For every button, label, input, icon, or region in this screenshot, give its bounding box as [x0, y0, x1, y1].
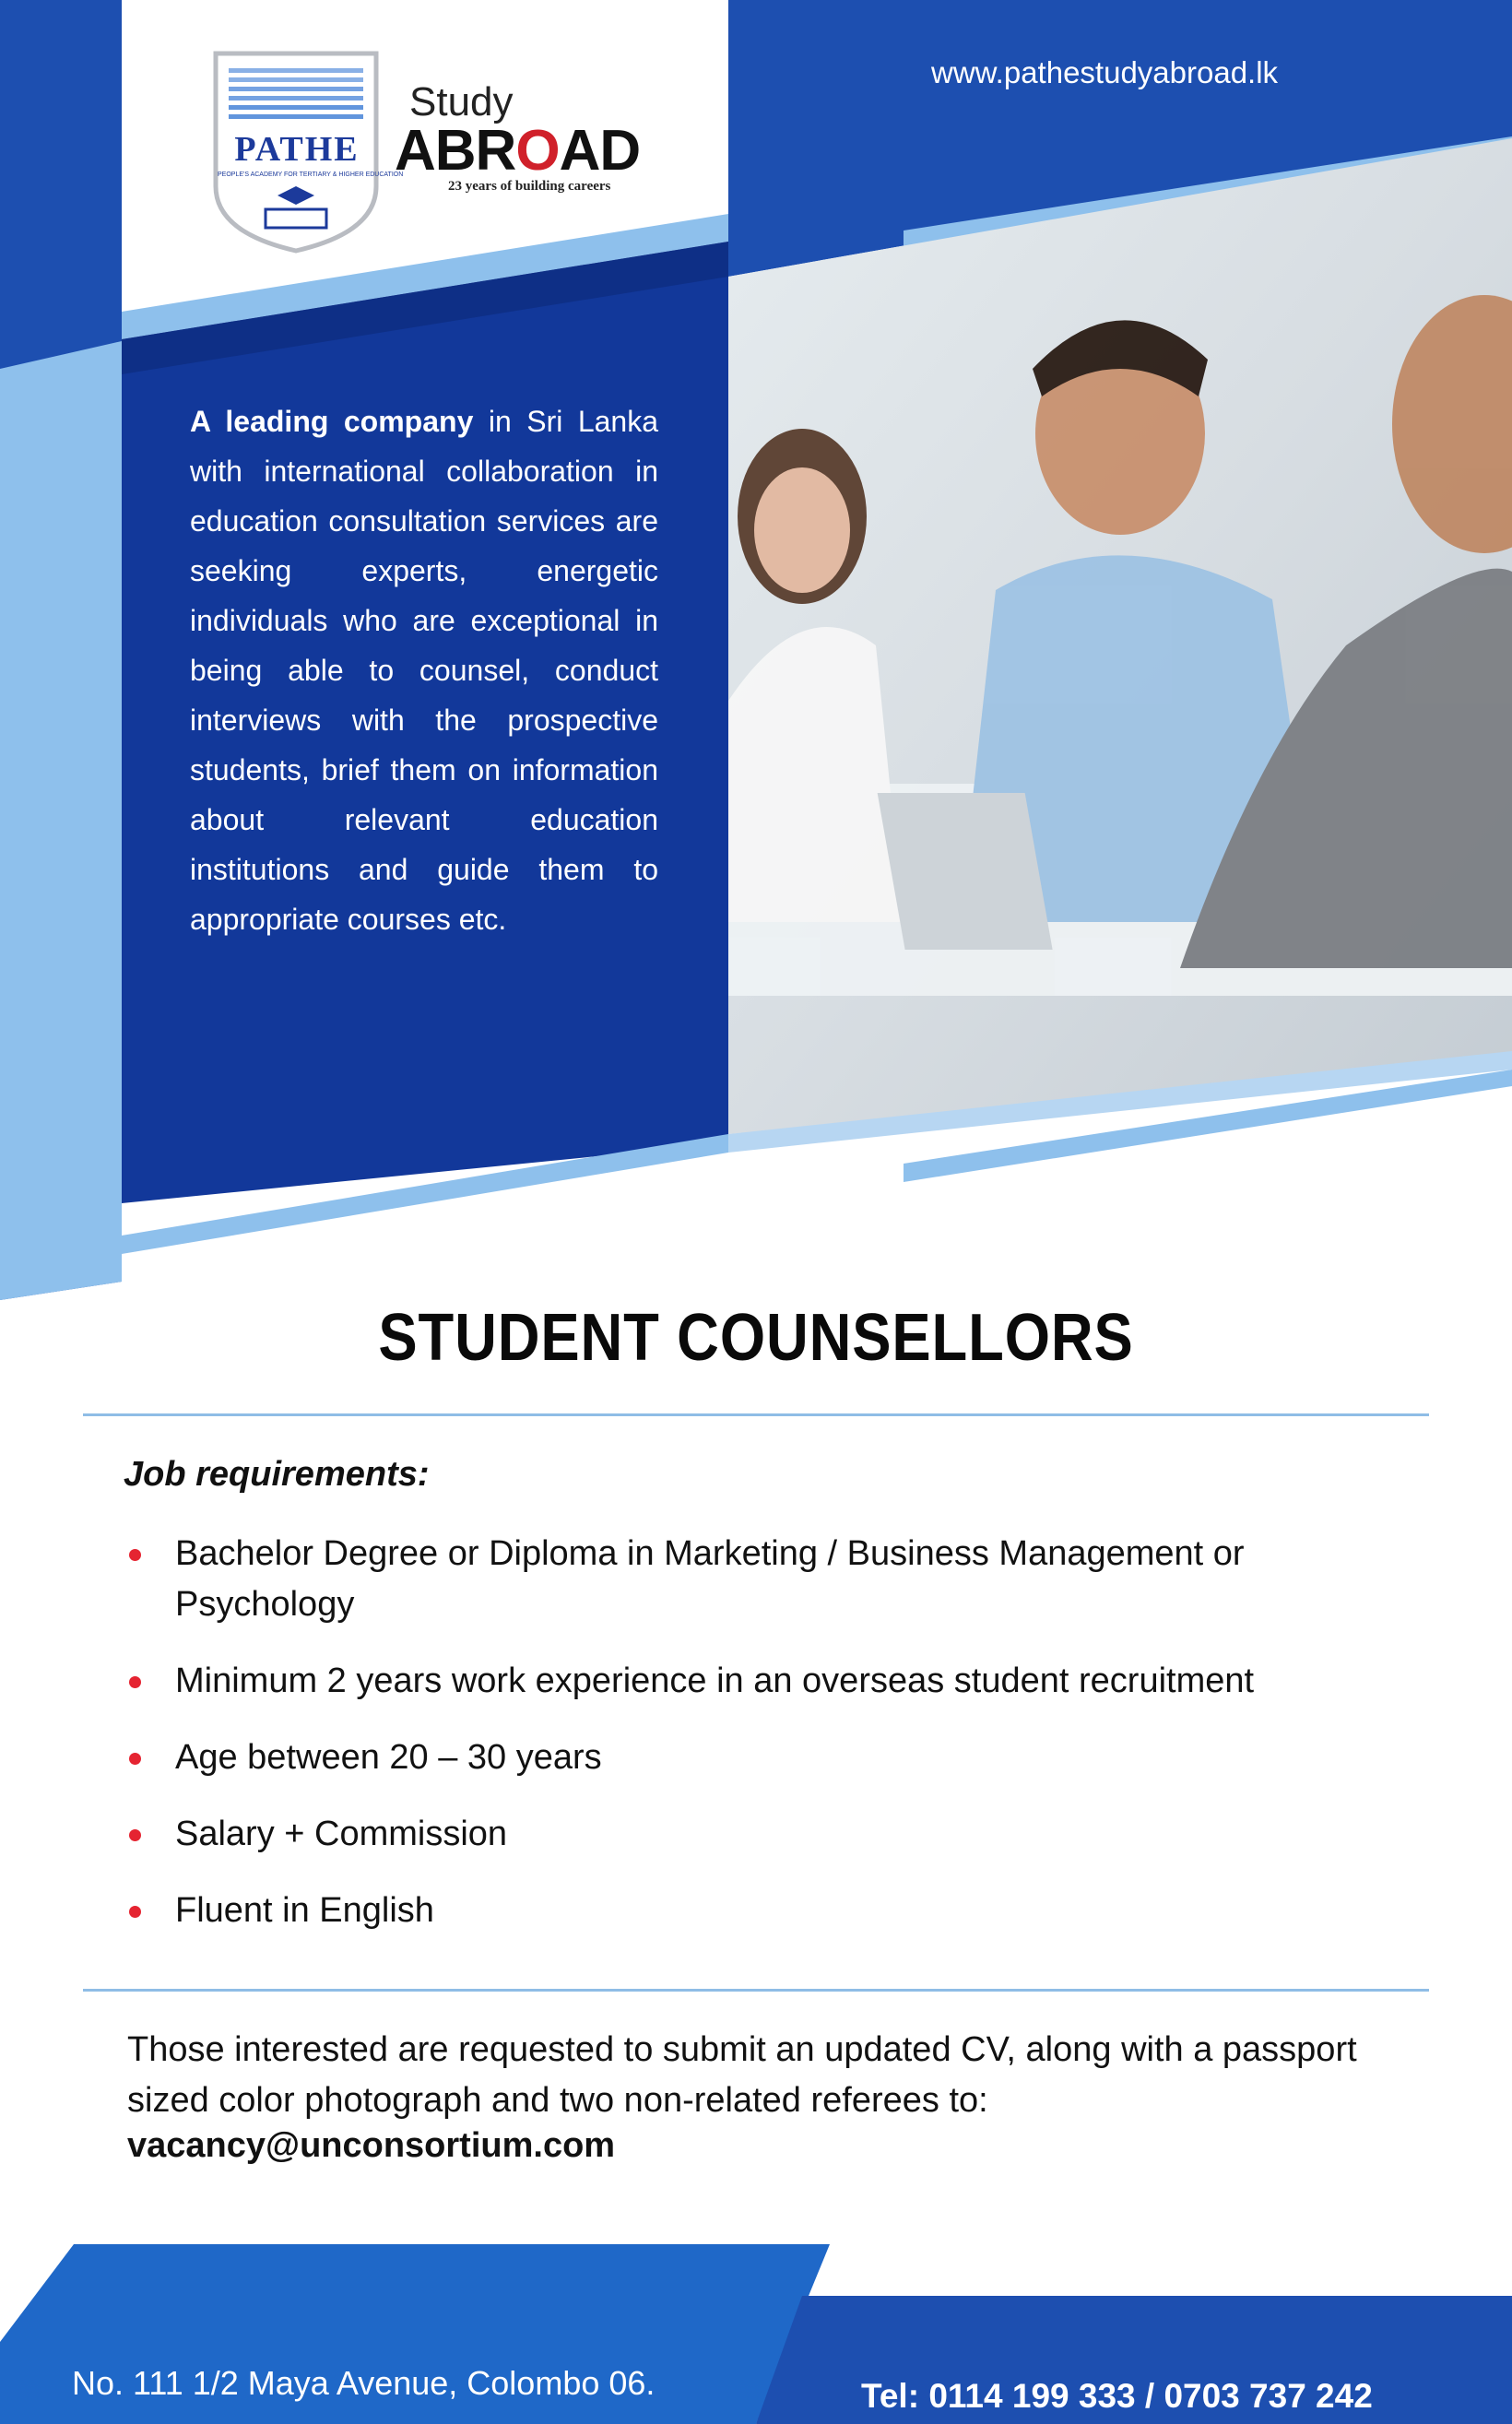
bullet-icon	[129, 1549, 141, 1561]
list-item: Minimum 2 years work experience in an overseas student recruitment	[124, 1656, 1414, 1707]
page-title: STUDENT COUNSELLORS	[378, 1301, 1134, 1375]
abroad-logo-text	[395, 118, 640, 183]
list-item: Bachelor Degree or Diploma in Marketing / Business Management or Psychology	[124, 1529, 1414, 1630]
study-logo-text: Study	[409, 79, 514, 124]
application-instructions: Those interested are requested to submit an updated CV, along with a passport sized color photograph and two non-related referees to:	[127, 2030, 1357, 2120]
abroad-pre: ABR	[395, 119, 516, 183]
abroad-post: AD	[559, 119, 641, 183]
bullet-icon	[129, 1753, 141, 1765]
intro-paragraph	[190, 396, 658, 944]
bullet-icon	[129, 1829, 141, 1841]
website-link[interactable]: www.pathestudyabroad.lk	[931, 55, 1279, 89]
divider-top	[83, 1413, 1429, 1416]
requirements-list	[124, 1529, 1414, 1962]
footer-address: No. 111 1/2 Maya Avenue, Colombo 06.	[72, 2364, 656, 2402]
intro-bold: A leading company	[190, 405, 474, 438]
footer-phone[interactable]: Tel: 0114 199 333 / 0703 737 242	[861, 2377, 1373, 2415]
divider-bottom	[83, 1989, 1429, 1992]
list-item: Fluent in English	[124, 1886, 1414, 1936]
bullet-icon	[129, 1676, 141, 1688]
bullet-icon	[129, 1906, 141, 1918]
list-item: Age between 20 – 30 years	[124, 1732, 1414, 1783]
pathe-logo-text: PATHE	[234, 130, 360, 169]
list-item: Salary + Commission	[124, 1809, 1414, 1860]
requirements-heading: Job requirements:	[124, 1455, 430, 1494]
logo-tagline: 23 years of building careers	[448, 179, 611, 194]
intro-rest: in Sri Lanka with international collaboration in education consultation services are seeking experts, energetic individuals who are exceptional in being able to counsel, conduct interviews with the prospective students, brief them on information about relevant education institutions and guide them to appropriate courses etc.	[190, 405, 659, 936]
abroad-o: O	[515, 119, 560, 183]
pathe-logo-subtitle: PEOPLE'S ACADEMY FOR TERTIARY & HIGHER EDUCATION	[218, 171, 404, 178]
email-link[interactable]: vacancy@unconsortium.com	[127, 2126, 616, 2165]
